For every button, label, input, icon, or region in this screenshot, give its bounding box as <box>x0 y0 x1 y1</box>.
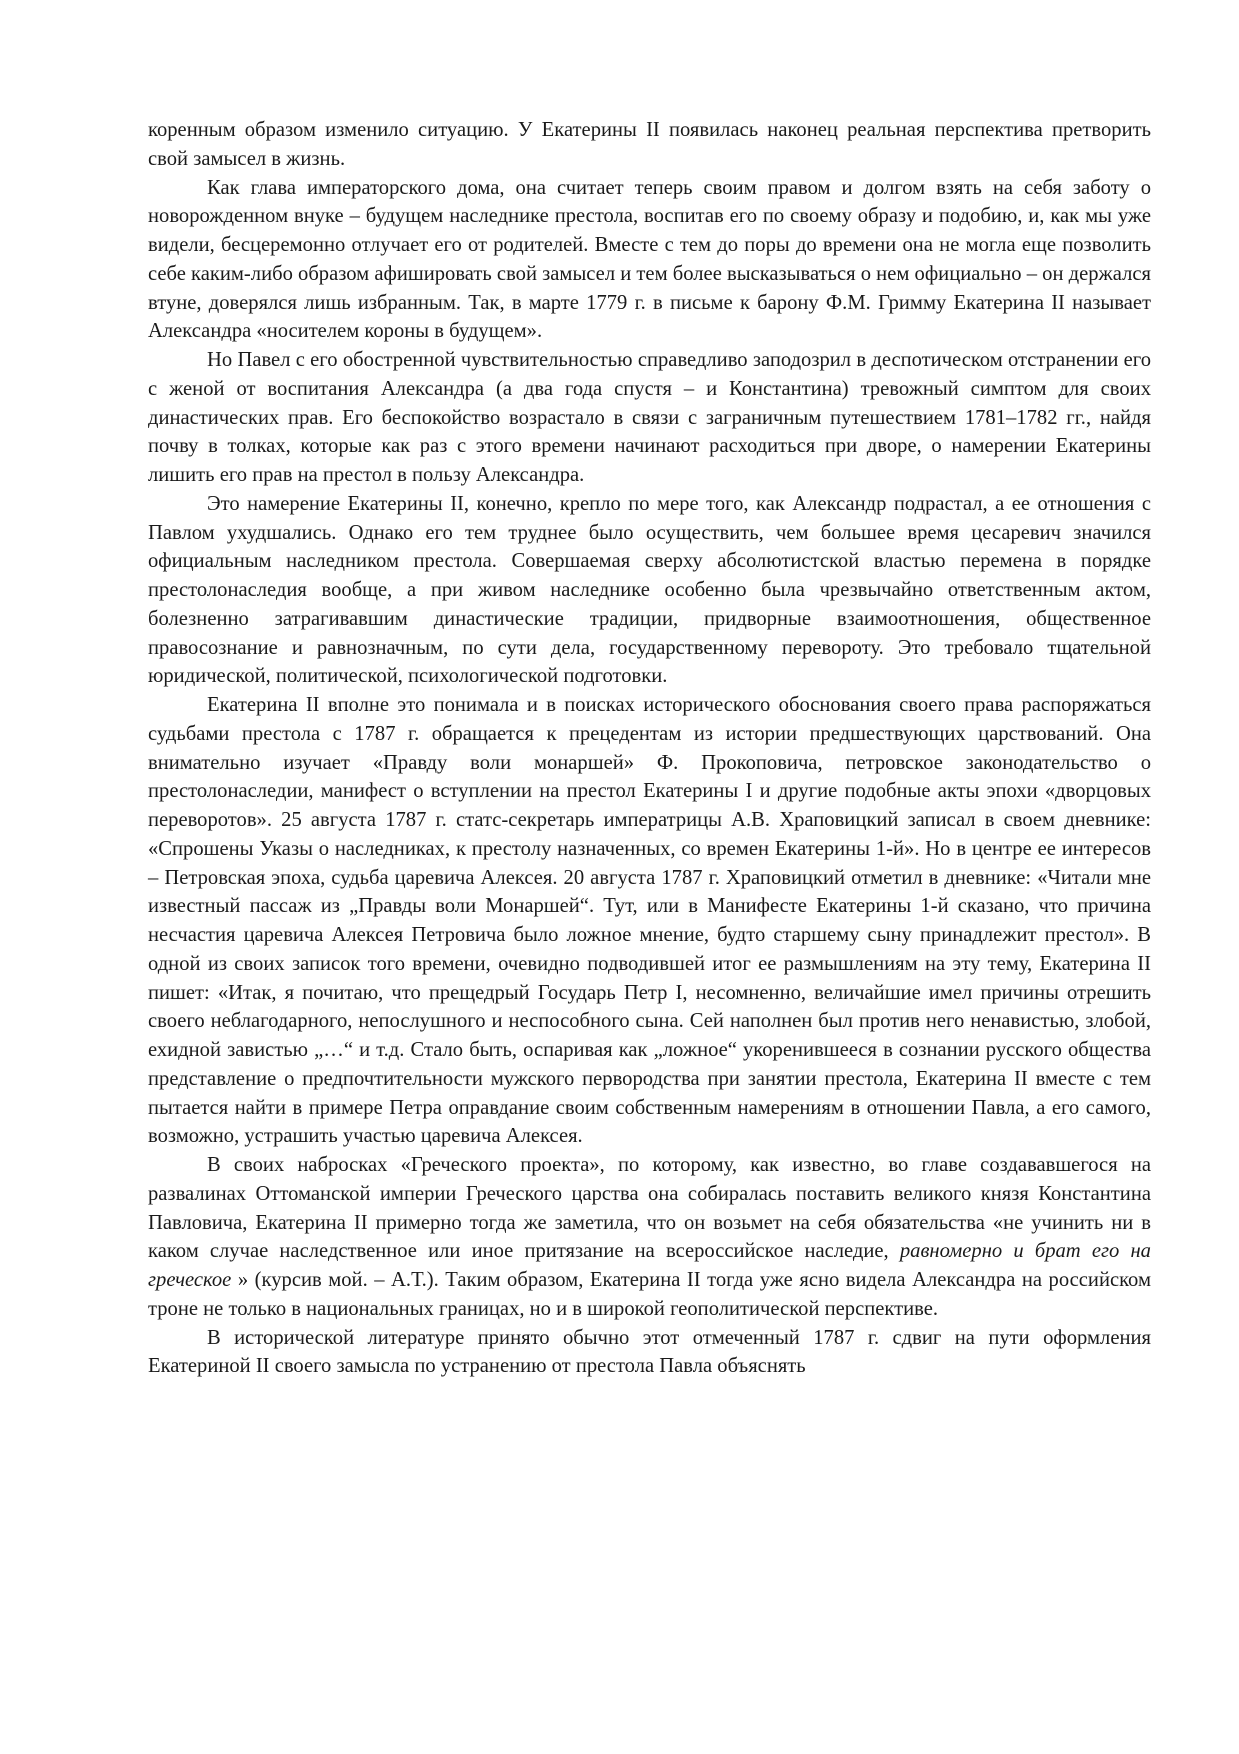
paragraph-6-italic-quote: равномерно и брат его на греческое <box>148 1240 1151 1291</box>
paragraph-3: Но Павел с его обостренной чувствительностью справедливо заподозрил в деспотическом отстранении его с женой от воспитания Александра (а два года спустя – и Константина) тревожный симптом для своих династических прав. Его беспокойство возрастало в связи с заграничным путешествием 1781–1782 гг., найдя почву в толках, которые как раз с этого времени начинают расходиться при дворе, о намерении Екатерины лишить его прав на престол в пользу Александра. <box>148 349 1151 486</box>
paragraph-5: Екатерина II вполне это понимала и в поисках исторического обоснования своего права распоряжаться судьбами престола с 1787 г. обращается к прецедентам из истории предшествующих царствований. Она внимательно изучает «Правду воли монаршей» Ф. Прокоповича, петровское законодательство о престолонаследии, манифест о вступлении на престол Екатерины I и другие подобные акты эпохи «дворцовых переворотов». 25 августа 1787 г. статс-секретарь императрицы А.В. Храповицкий записал в своем дневнике: «Спрошены Указы о наследниках, к престолу назначенных, со времен Екатерины 1-й». Но в центре ее интересов – Петровская эпоха, судьба царевича Алексея. 20 августа 1787 г. Храповицкий отметил в дневнике: «Читали мне известный пассаж из „Правды воли Монаршей“. Тут, или в Манифесте Екатерины 1-й сказано, что причина несчастия царевича Алексея Петровича было ложное мнение, будто старшему сыну принадлежит престол». В одной из своих записок того времени, очевидно подводившей итог ее размышлениям на эту тему, Екатерина II пишет: «Итак, я почитаю, что прещедрый Государь Петр I, несомненно, величайшие имел причины отрешить своего неблагодарного, непослушного и неспособного сына. Сей наполнен был против него ненавистью, злобой, ехидной завистью „…“ и т.д. Стало быть, оспаривая как „ложное“ укоренившееся в сознании русского общества представление о предпочтительности мужского первородства при занятии престола, Екатерина II вместе с тем пытается найти в примере Петра оправдание своим собственным намерениям в отношении Павла, а его самого, возможно, устрашить участью царевича Алексея. <box>148 694 1151 1148</box>
document-page <box>148 116 1151 1381</box>
paragraph-2: Как глава императорского дома, она считает теперь своим правом и долгом взять на себя заботу о новорожденном внуке – будущем наследнике престола, воспитав его по своему образу и подобию, и, как мы уже видели, бесцеремонно отлучает его от родителей. Вместе с тем до поры до времени она не могла еще позволить себе каким-либо образом афишировать свой замысел и тем более высказываться о нем официально – он держался втуне, доверялся лишь избранным. Так, в марте 1779 г. в письме к барону Ф.М. Гримму Екатерина II называет Александра «носителем короны в будущем». <box>148 176 1151 343</box>
paragraph-6-text-after: » (курсив мой. – А.Т.). Таким образом, Екатерина II тогда уже ясно видела Александра на российском троне не только в национальных границах, но и в широкой геополитической перспективе. <box>148 1269 1151 1320</box>
paragraph-6 <box>148 1151 1151 1324</box>
paragraph-6-text-before: В своих набросках «Греческого проекта», по которому, как известно, во главе создававшегося на развалинах Оттоманской империи Греческого царства она собиралась поставить великого князя Константина Павловича, Екатерина II примерно тогда же заметила, что он возьмет на себя обязательства «не учинить ни в каком случае наследственное или иное притязание на всероссийское наследие, <box>148 1154 1151 1263</box>
paragraph-4: Это намерение Екатерины II, конечно, крепло по мере того, как Александр подрастал, а ее отношения с Павлом ухудшались. Однако его тем труднее было осуществить, чем большее время цесаревич значился официальным наследником престола. Совершаемая сверху абсолютистской властью перемена в порядке престолонаследия вообще, а при живом наследнике особенно была чрезвычайно ответственным актом, болезненно затрагивавшим династические традиции, придворные взаимоотношения, общественное правосознание и равнозначным, по сути дела, государственному перевороту. Это требовало тщательной юридической, политической, психологической подготовки. <box>148 492 1151 688</box>
paragraph-7: В исторической литературе принято обычно этот отмеченный 1787 г. сдвиг на пути оформления Екатериной II своего замысла по устранению от престола Павла объяснять <box>148 1326 1151 1378</box>
paragraph-1: коренным образом изменило ситуацию. У Екатерины II появилась наконец реальная перспектива претворить свой замысел в жизнь. <box>148 119 1151 170</box>
